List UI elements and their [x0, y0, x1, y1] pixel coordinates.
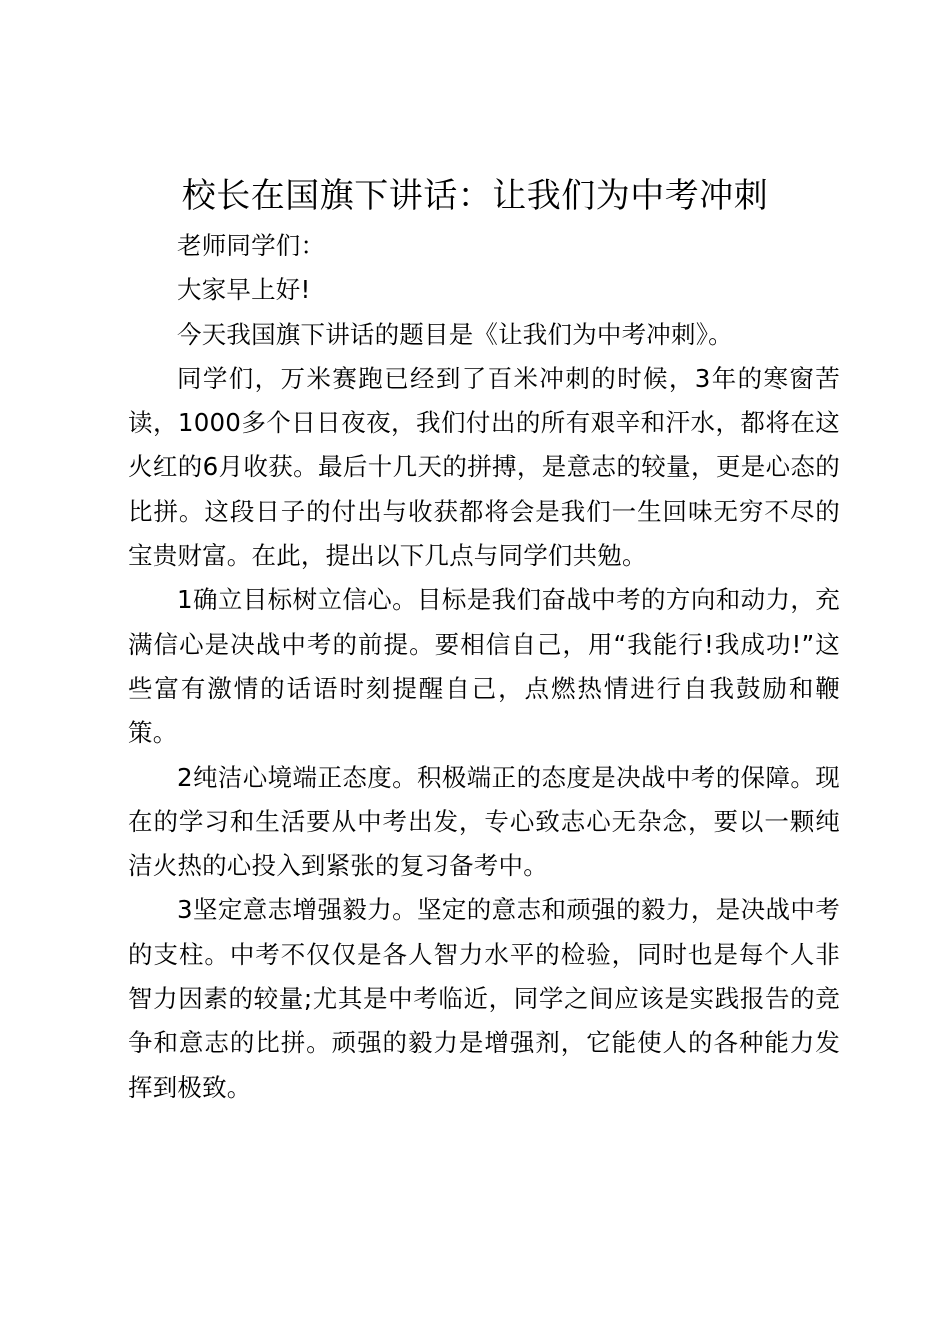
document-title: 校长在国旗下讲话：让我们为中考冲刺: [181, 176, 769, 216]
document-body: [128, 224, 840, 1110]
point-3-paragraph: 3坚定意志增强毅力。坚定的意志和顽强的毅力，是决战中考的支柱。中考不仅仅是各人智力水平的检验，同时也是每个人非智力因素的较量;尤其是中考临近，同学之间应该是实践报告的竞争和意志的比拼。顽强的毅力是增强剂，它能使人的各种能力发挥到极致。: [128, 895, 840, 1102]
salutation-paragraph: 老师同学们：: [177, 231, 326, 260]
point-1-paragraph: 1确立目标树立信心。目标是我们奋战中考的方向和动力，充满信心是决战中考的前提。要相信自己，用“我能行!我成功!”这些富有激情的话语时刻提醒自己，点燃热情进行自我鼓励和鞭策。: [128, 585, 840, 748]
intro-paragraph: 同学们，万米赛跑已经到了百米冲刺的时候，3年的寒窗苦读，1000多个日日夜夜，我们付出的所有艰辛和汗水，都将在这火红的6月收获。最后十几天的拼搏，是意志的较量，更是心态的比拼。这段日子的付出与收获都将会是我们一生回味无穷不尽的宝贵财富。在此，提出以下几点与同学们共勉。: [128, 363, 840, 571]
topic-paragraph: 今天我国旗下讲话的题目是《让我们为中考冲刺》。: [177, 319, 733, 349]
greeting-paragraph: 大家早上好!: [177, 275, 311, 305]
point-2-paragraph: 2纯洁心境端正态度。积极端正的态度是决战中考的保障。现在的学习和生活要从中考出发，专心致志心无杂念，要以一颗纯洁火热的心投入到紧张的复习备考中。: [128, 762, 840, 881]
